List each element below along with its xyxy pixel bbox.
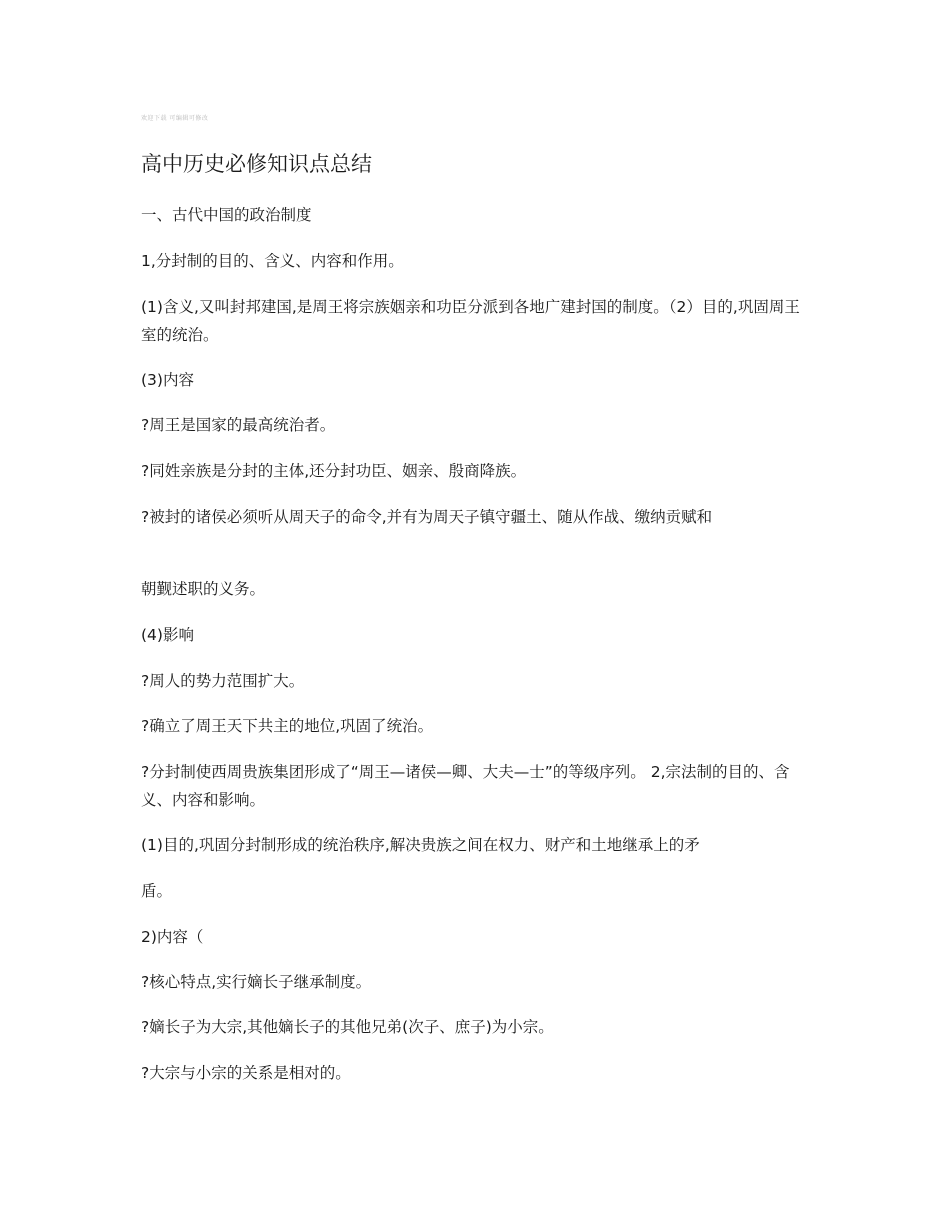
bullet-item: ?周人的势力范围扩大。 <box>141 672 305 690</box>
paragraph-continuation: 朝觐述职的义务。 <box>141 580 266 598</box>
document-title: 高中历史必修知识点总结 <box>141 152 372 176</box>
header-watermark: 欢迎下载 可编辑可修改 <box>141 115 209 122</box>
paragraph: (1)含义,又叫封邦建国,是周王将宗族姻亲和功臣分派到各地广建封国的制度。（2）目的,巩固周王室的统治。 <box>141 298 800 344</box>
bullet-item: ?被封的诸侯必须听从周天子的命令,并有为周天子镇守疆土、随从作战、缴纳贡赋和 <box>141 508 713 526</box>
bullet-item: ?同姓亲族是分封的主体,还分封功臣、姻亲、殷商降族。 <box>141 462 527 480</box>
bullet-item: ?嫡长子为大宗,其他嫡长子的其他兄弟(次子、庶子)为小宗。 <box>141 1018 554 1036</box>
bullet-item: ?核心特点,实行嫡长子继承制度。 <box>141 973 372 991</box>
subheading: 2)内容（ <box>141 928 204 946</box>
bullet-item: ?分封制使西周贵族集团形成了“周王—诸侯—卿、大夫—士”的等级序列。 2,宗法制的目的、含义、内容和影响。 <box>141 763 790 809</box>
paragraph: (1)目的,巩固分封制形成的统治秩序,解决贵族之间在权力、财产和土地继承上的矛 <box>141 836 700 854</box>
paragraph-continuation: 盾。 <box>141 882 173 900</box>
bullet-item: ?确立了周王天下共主的地位,巩固了统治。 <box>141 717 434 735</box>
question-heading: 1,分封制的目的、含义、内容和作用。 <box>141 252 404 270</box>
bullet-item: ?大宗与小宗的关系是相对的。 <box>141 1064 351 1082</box>
bullet-item: ?周王是国家的最高统治者。 <box>141 416 336 434</box>
section-heading: 一、古代中国的政治制度 <box>141 206 312 224</box>
subheading: (3)内容 <box>141 371 194 389</box>
subheading: (4)影响 <box>141 626 194 644</box>
